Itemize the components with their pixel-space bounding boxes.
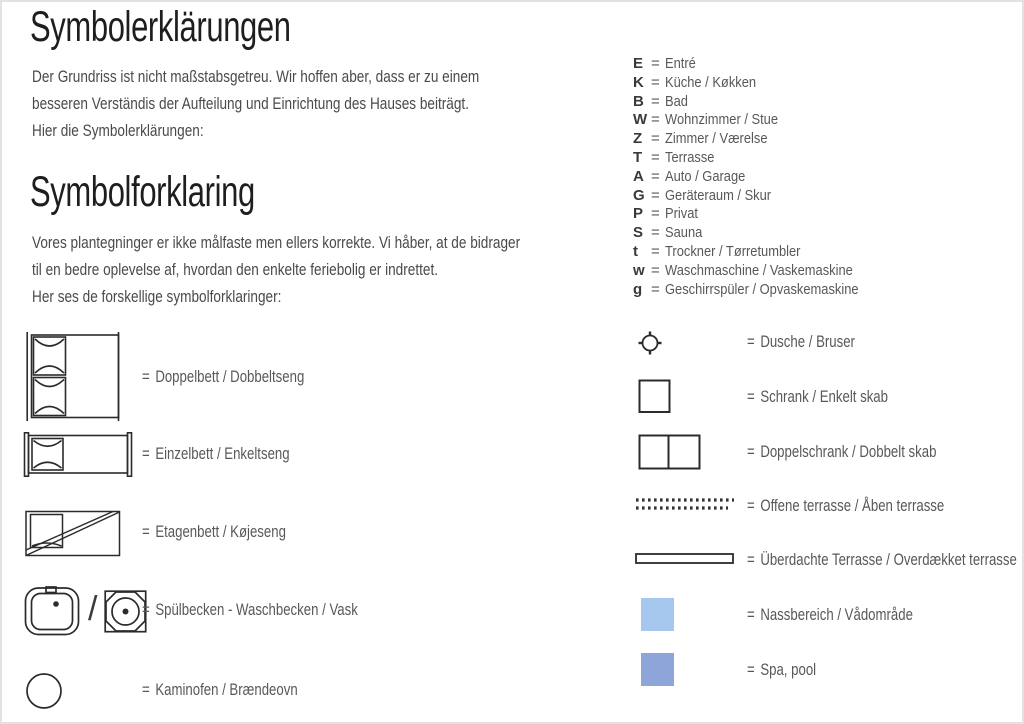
- german-title: Symbolerklärungen: [30, 3, 291, 51]
- kitchen-sink-icon: [24, 584, 81, 637]
- single-wardrobe-icon: [638, 379, 672, 414]
- spa-pool-swatch: [641, 653, 674, 686]
- room-code-row: W = Wohnzimmer / Stue: [633, 111, 779, 129]
- slash-separator: /: [88, 590, 98, 628]
- legend-label-double-bed: = Doppelbett / Dobbeltseng: [142, 368, 305, 386]
- legend-label-spa-pool: = Spa, pool: [747, 661, 817, 679]
- legend-label-single-bed: = Einzelbett / Enkeltseng: [142, 445, 290, 463]
- german-intro: Der Grundriss ist nicht maßstabsgetreu. Wir hoffen aber, dass er zu einem besseren Verständis der Aufteilung und Einrichtung des Hauses beiträgt. Hier die Symbolerklärungen:: [32, 67, 480, 140]
- legend-label-shower: = Dusche / Bruser: [747, 333, 855, 351]
- double-bed-icon: [25, 332, 121, 421]
- room-code-row: A = Auto / Garage: [633, 167, 746, 185]
- danish-intro: Vores plantegninger er ikke målfaste men ellers korrekte. Vi håber, at de bidrager til en bedre oplevelse af, hvordan den enkelte feriebolig er indrettet. Her ses de forskellige symbolforklaringer:: [32, 233, 521, 306]
- legend-label-stove: = Kaminofen / Brændeovn: [142, 681, 298, 699]
- room-code-row: T = Terrasse: [633, 148, 715, 166]
- room-code-row: E = Entré: [633, 55, 696, 72]
- room-code-row: P = Privat: [633, 205, 698, 223]
- sink-washbasin-icon: [24, 584, 147, 637]
- open-terrace-icon: [635, 497, 735, 512]
- legend-label-double-wardrobe: = Doppelschrank / Dobbelt skab: [747, 443, 937, 461]
- shower-icon: [634, 329, 666, 357]
- room-code-row: G = Geräteraum / Skur: [633, 186, 772, 204]
- legend-label-covered-terrace: = Überdachte Terrasse / Overdækket terrasse: [747, 551, 1017, 569]
- room-code-row: g = Geschirrspüler / Opvaskemaskine: [633, 280, 859, 298]
- wet-area-swatch: [641, 598, 674, 631]
- room-code-row: S = Sauna: [633, 224, 703, 242]
- legend-label-wet-area: = Nassbereich / Vådområde: [747, 606, 913, 624]
- room-code-list: [633, 55, 890, 299]
- single-bed-icon: [23, 432, 133, 477]
- room-code-row: B = Bad: [633, 92, 688, 110]
- washbasin-icon: [104, 590, 147, 633]
- danish-title: Symbolforklaring: [30, 168, 255, 216]
- legend-label-open-terrace: = Offene terrasse / Åben terrasse: [747, 497, 945, 515]
- legend-label-wardrobe: = Schrank / Enkelt skab: [747, 388, 888, 406]
- covered-terrace-icon: [635, 552, 735, 565]
- room-code-row: K = Küche / Køkken: [633, 73, 757, 91]
- legend-label-bunk-bed: = Etagenbett / Køjeseng: [142, 523, 286, 541]
- room-code-row: w = Waschmaschine / Vaskemaskine: [633, 261, 853, 279]
- room-code-row: t = Trockner / Tørretumbler: [633, 242, 801, 260]
- wood-stove-icon: [25, 672, 63, 710]
- double-wardrobe-icon: [638, 434, 701, 470]
- bunk-bed-icon: [25, 510, 121, 557]
- room-code-row: Z = Zimmer / Værelse: [633, 130, 768, 148]
- legend-label-sink: = Spülbecken - Waschbecken / Vask: [142, 601, 358, 619]
